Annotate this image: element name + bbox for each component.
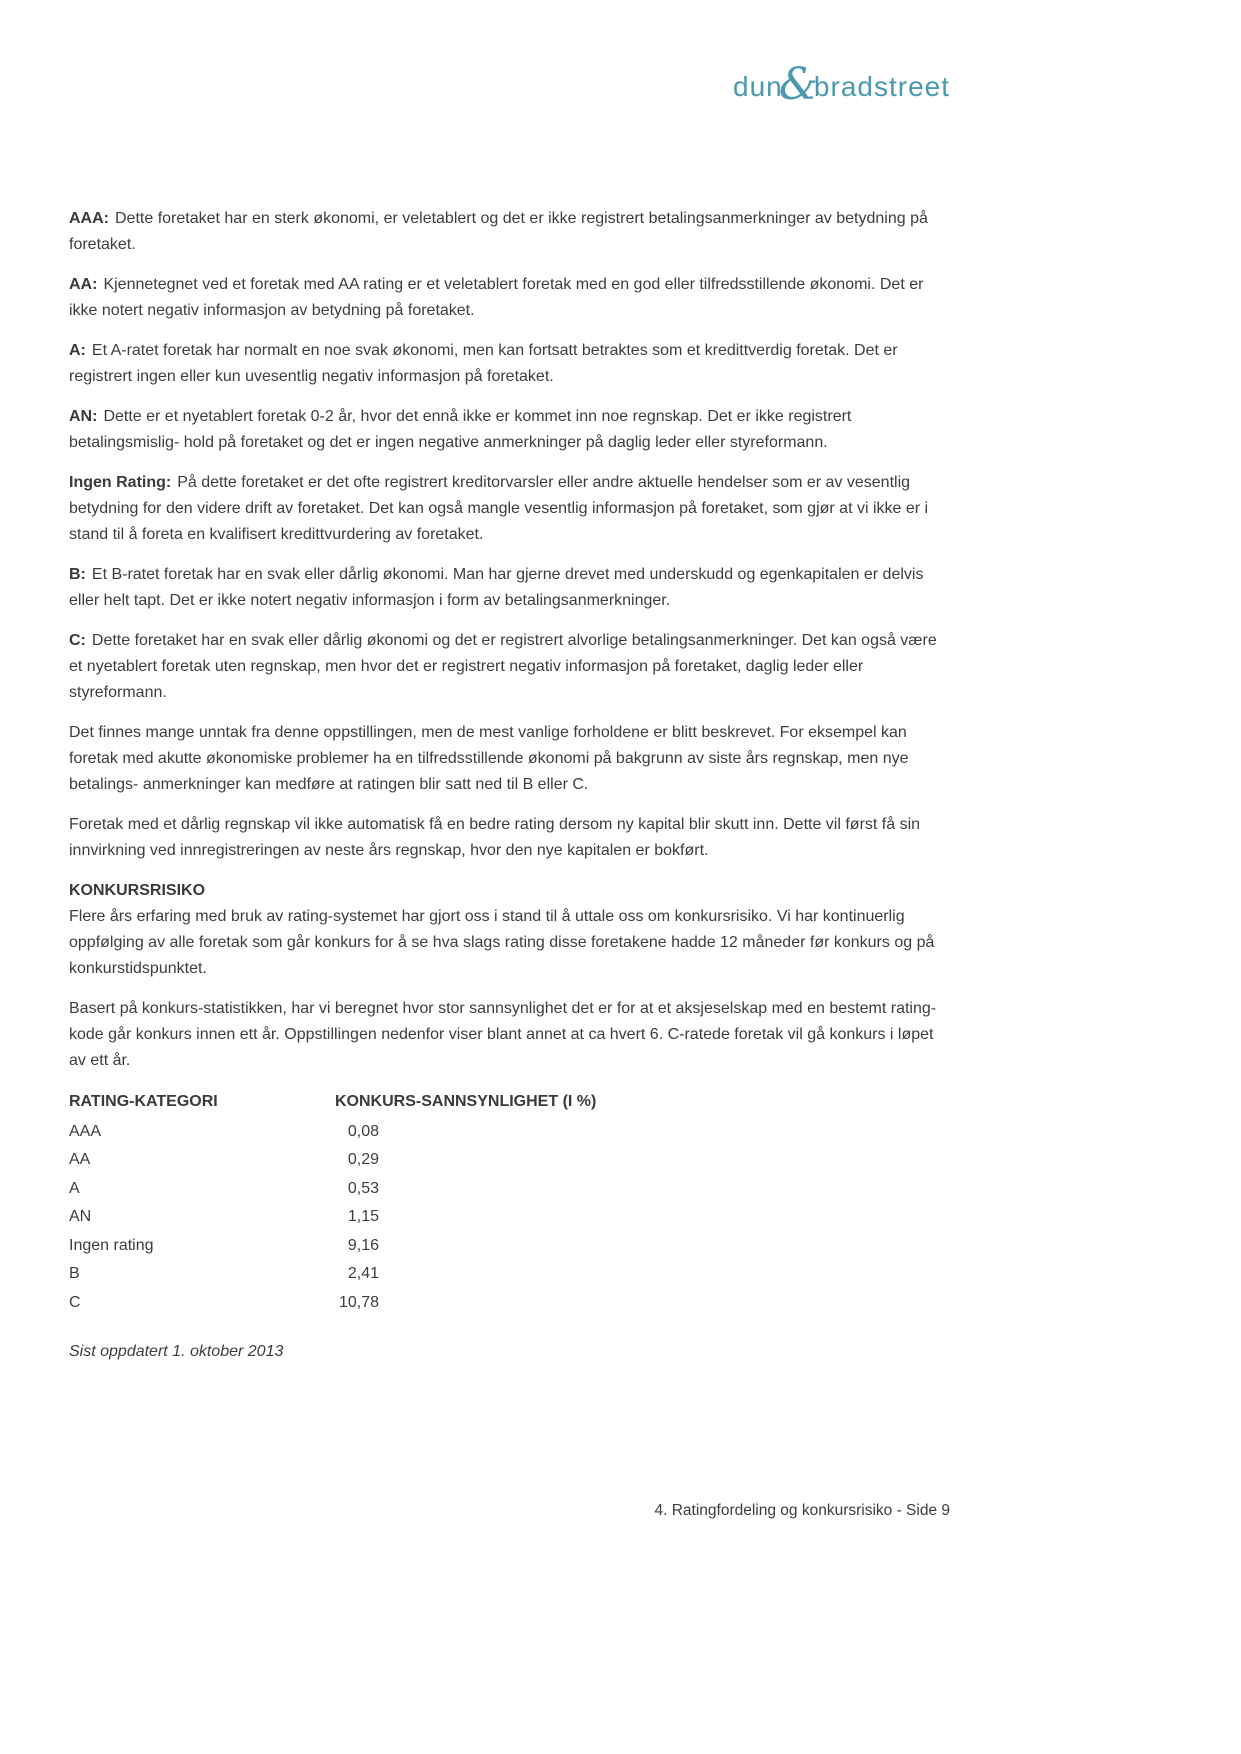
rating-paragraph-aaa <box>69 206 950 258</box>
page-content <box>69 0 950 1519</box>
table-cell-value: 0,53 <box>347 1179 379 1197</box>
rating-paragraph-a <box>69 338 950 390</box>
table-row-ingen-rating <box>69 1232 950 1261</box>
table-cell-category: AAA <box>69 1122 102 1140</box>
capital-paragraph <box>69 812 950 864</box>
table-cell-category: C <box>69 1293 81 1311</box>
logo-word-dun: dun <box>733 71 783 102</box>
table-cell-value: 10,78 <box>338 1293 379 1311</box>
table-cell-category: Ingen rating <box>69 1236 154 1254</box>
rating-label-an: AN: <box>69 408 98 425</box>
konkursrisiko-heading: KONKURSRISIKO <box>69 882 206 899</box>
rating-text-a: Et A-ratet foretak har normalt en noe svak økonomi, men kan fortsatt betraktes som et kredittverdig foretak. Det er registrert ingen eller kun uvesentlig negativ informasjon på foretaket. <box>69 342 898 385</box>
rating-label-aa: AA: <box>69 276 98 293</box>
table-header-category: RATING-KATEGORI <box>69 1093 218 1110</box>
rating-label-b: B: <box>69 566 86 583</box>
table-row-aaa <box>69 1118 950 1147</box>
logo-word-bradstreet: bradstreet <box>813 71 950 102</box>
capital-text: Foretak med et dårlig regnskap vil ikke automatisk få en bedre rating dersom ny kapital blir skutt inn. Dette vil først få sin innvirkning ved innregistreringen av neste års regnskap, hvor den nye kapitalen er bokført. <box>69 816 921 859</box>
last-updated-note: Sist oppdatert 1. oktober 2013 <box>69 1343 284 1360</box>
rating-paragraph-ingen-rating <box>69 470 950 548</box>
rating-text-an: Dette er et nyetablert foretak 0-2 år, hvor det ennå ikke er kommet inn noe regnskap. Det er ikke registrert betalingsmislig- hold på foretaket og det er ingen negative anmerkninger på daglig leder eller styreformann. <box>69 408 852 451</box>
rating-text-ingen-rating: På dette foretaket er det ofte registrert kreditorvarsler eller andre aktuelle hendelser som er av vesentlig betydning for den videre drift av foretaket. Det kan også mangle vesentlig informasjon på foretaket, som gjør at vi ikke er i stand til å foreta en kvalifisert kredittvurdering av foretaket. <box>69 474 929 543</box>
rating-text-aaa: Dette foretaket har en sterk økonomi, er veletablert og det er ikke registrert betalingsanmerkninger av betydning på foretaket. <box>69 210 928 253</box>
konkurs-probability-table <box>69 1088 950 1317</box>
table-cell-category: B <box>69 1265 80 1282</box>
table-header-row <box>69 1088 950 1117</box>
rating-label-aaa: AAA: <box>69 210 109 227</box>
rating-paragraph-an <box>69 404 950 456</box>
table-header-probability: KONKURS-SANNSYNLIGHET (I %) <box>335 1093 597 1110</box>
table-row-b <box>69 1260 950 1289</box>
logo-ampersand-icon: & <box>778 59 818 110</box>
exceptions-text: Det finnes mange unntak fra denne oppstillingen, men de mest vanlige forholdene er blitt beskrevet. For eksempel kan foretak med akutte økonomiske problemer ha en tilfredsstillende økonomi på bakgrunn av siste års regnskap, men nye betalings- anmerkninger kan medføre at ratingen blir satt ned til B eller C. <box>69 724 909 793</box>
table-row-c <box>69 1289 950 1318</box>
konkursrisiko-paragraph-1: Flere års erfaring med bruk av rating-systemet har gjort oss i stand til å uttale oss om konkursrisiko. Vi har kontinuerlig oppfølging av alle foretak som går konkurs for å se hva slags rating disse foretakene hadde 12 måneder før konkurs og på konkurstidspunktet. <box>69 908 935 977</box>
konkursrisiko-paragraph-2: Basert på konkurs-statistikken, har vi beregnet hvor stor sannsynlighet det er for at et aksjeselskap med en bestemt rating-kode går konkurs innen ett år. Oppstillingen nedenfor viser blant annet at ca hvert 6. C-ratede foretak vil gå konkurs i løpet av ett år. <box>69 1000 937 1069</box>
rating-paragraph-b <box>69 562 950 614</box>
rating-paragraph-aa <box>69 272 950 324</box>
table-cell-category: AA <box>69 1151 91 1168</box>
dun-bradstreet-logo <box>733 59 950 110</box>
table-row-an <box>69 1203 950 1232</box>
rating-text-aa: Kjennetegnet ved et foretak med AA rating er et veletablert foretak med en god eller tilfredsstillende økonomi. Det er ikke notert negativ informasjon av betydning på foretaket. <box>69 276 924 319</box>
rating-label-a: A: <box>69 342 86 359</box>
table-cell-category: AN <box>69 1208 92 1225</box>
rating-paragraph-c <box>69 628 950 706</box>
page-footer: 4. Ratingfordeling og konkursrisiko - Side 9 <box>654 1502 950 1519</box>
rating-label-ingen-rating: Ingen Rating: <box>69 474 172 491</box>
table-cell-value: 0,29 <box>347 1151 379 1168</box>
table-row-aa <box>69 1146 950 1175</box>
table-cell-value: 1,15 <box>347 1208 379 1225</box>
table-cell-value: 9,16 <box>347 1236 379 1254</box>
rating-label-c: C: <box>69 632 86 649</box>
rating-text-c: Dette foretaket har en svak eller dårlig økonomi og det er registrert alvorlige betalingsanmerkninger. Det kan også være et nyetablert foretak uten regnskap, men hvor det er registrert negativ informasjon på foretaket, daglig leder eller styreformann. <box>69 632 937 701</box>
table-cell-category: A <box>69 1179 80 1197</box>
rating-text-b: Et B-ratet foretak har en svak eller dårlig økonomi. Man har gjerne drevet med underskudd og egenkapitalen er delvis eller helt tapt. Det er ikke notert negativ informasjon i form av betalingsanmerkninger. <box>69 566 924 609</box>
exceptions-paragraph <box>69 720 950 798</box>
table-cell-value: 0,08 <box>347 1122 379 1140</box>
table-cell-value: 2,41 <box>347 1265 379 1282</box>
table-row-a <box>69 1175 950 1204</box>
